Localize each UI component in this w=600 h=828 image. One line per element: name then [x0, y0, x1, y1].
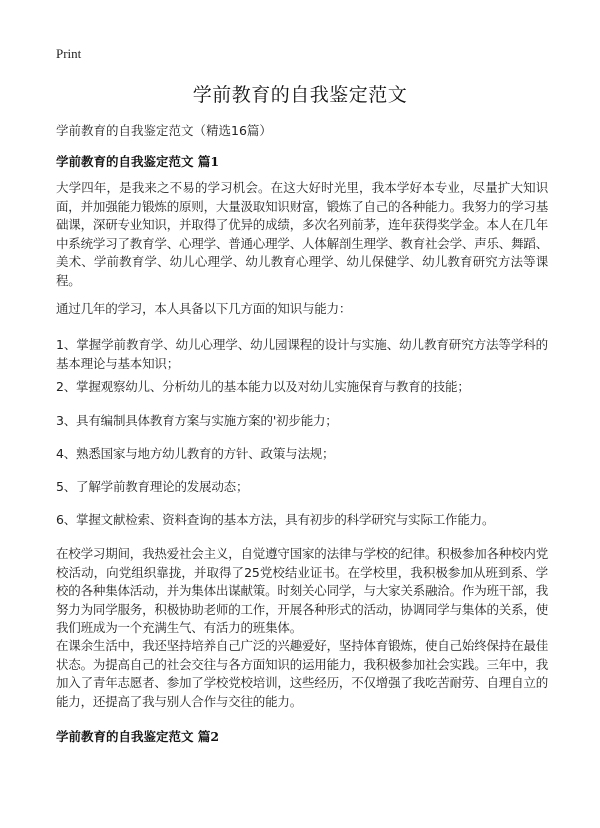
- list-item-ability-5: 5、了解学前教育理论的发展动态；: [56, 479, 249, 494]
- paragraph-abilities-lead: 通过几年的学习，本人具备以下几方面的知识与能力：: [56, 301, 352, 316]
- list-item-ability-6: 6、掌握文献检索、资料查询的基本方法，具有初步的科学研究与实际工作能力。: [56, 512, 495, 527]
- print-label: Print: [56, 46, 82, 61]
- section-heading-1: 学前教育的自我鉴定范文 篇1: [56, 154, 220, 169]
- list-item-ability-4: 4、熟悉国家与地方幼儿教育的方针、政策与法规；: [56, 446, 335, 461]
- paragraph-school-life: 在校学习期间，我热爱社会主义，自觉遵守国家的法律与学校的纪律。积极参加各种校内党校活动，向党组织靠拢，并取得了25党校结业证书。在学校里，我积极参加从班到系、学校的各种集体活动，并为集体出谋献策。时刻关心同学，与大家关系融洽。作为班干部，我努力为同学服务，积极协助老师的工作，开展各种形式的活动，协调同学与集体的关系，使我们班成为一个充满生气、有活力的班集体。: [56, 546, 549, 635]
- document-subtitle: 学前教育的自我鉴定范文（精选16篇）: [56, 123, 272, 138]
- list-item-ability-2: 2、掌握观察幼儿、分析幼儿的基本能力以及对幼儿实施保育与教育的技能；: [56, 379, 470, 394]
- list-item-ability-3: 3、具有编制具体教育方案与实施方案的'初步能力；: [56, 413, 338, 428]
- page-title: 学前教育的自我鉴定范文: [192, 84, 408, 106]
- section-heading-2: 学前教育的自我鉴定范文 篇2: [56, 729, 220, 744]
- paragraph-extracurricular: 在课余生活中，我还坚持培养自己广泛的兴趣爱好，坚持体育锻炼，使自己始终保持在最佳状态。为提高自己的社会交往与各方面知识的运用能力，我积极参加社会实践。三年中，我加入了青年志愿者、参加了学校党校培训，这些经历，不仅增强了我吃苦耐劳、自理自立的能力，还提高了我与别人合作与交往的能力。: [56, 638, 549, 709]
- list-item-ability-1: 1、掌握学前教育学、幼儿心理学、幼儿园课程的设计与实施、幼儿教育研究方法等学科的基本理论与基本知识；: [56, 337, 548, 371]
- paragraph-intro: 大学四年，是我来之不易的学习机会。在这大好时光里，我本学好本专业，尽量扩大知识面，并加强能力锻炼的原则，大量汲取知识财富，锻炼了自己的各种能力。我努力的学习基础课，深研专业知识，并取得了优异的成绩，多次名列前茅，连年获得奖学金。本人在几年中系统学习了教育学、心理学、普通心理学、人体解剖生理学、教育社会学、声乐、舞蹈、美术、学前教育学、幼儿心理学、幼儿教育心理学、幼儿保健学、幼儿教育研究方法等课程。: [56, 180, 549, 288]
